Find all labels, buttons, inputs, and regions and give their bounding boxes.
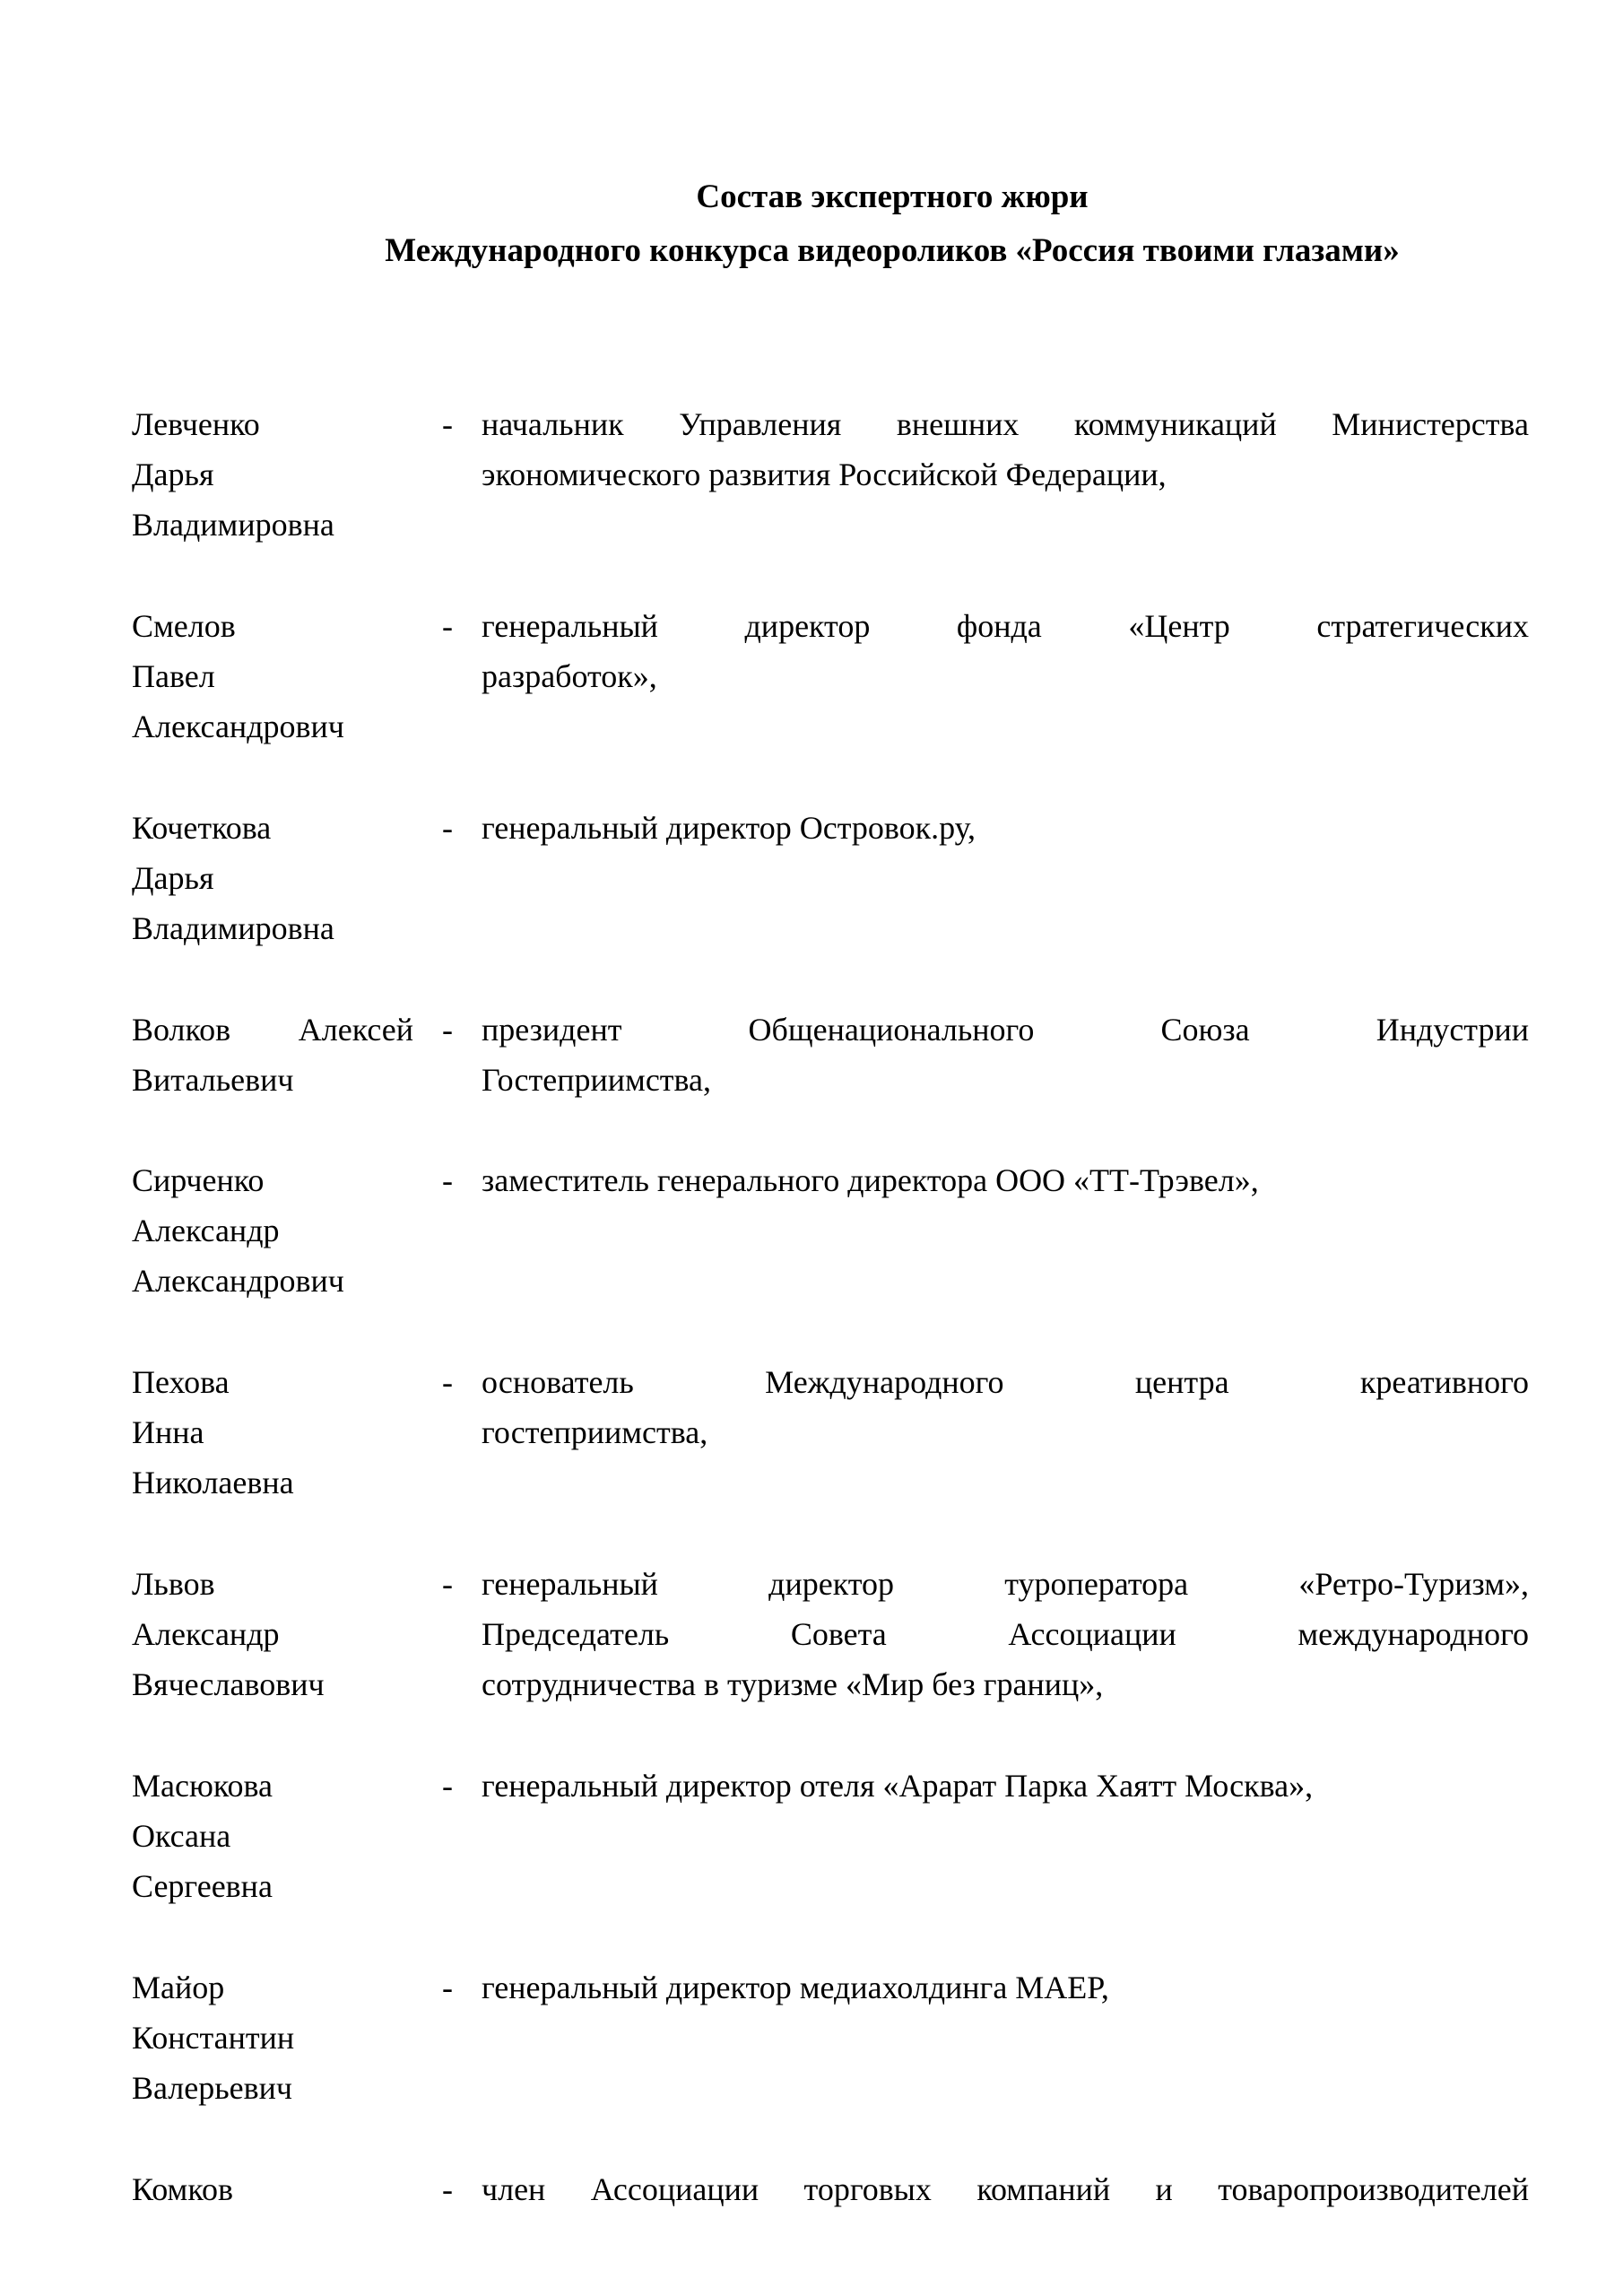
member-name-line: Майор xyxy=(132,1970,225,2005)
member-name xyxy=(132,399,419,550)
member-name-line: Александрович xyxy=(132,1263,344,1299)
member-name-line: Валерьевич xyxy=(132,2070,293,2106)
member-name-line: Кочеткова xyxy=(132,810,272,846)
member-position-line: начальник Управления внешних коммуникаций Министерства xyxy=(482,406,1529,442)
member-name-line: Николаевна xyxy=(132,1465,294,1500)
member-name-line: Александр xyxy=(132,1213,280,1248)
member-name xyxy=(132,1004,419,1105)
member-position xyxy=(482,1761,1529,1811)
member-position xyxy=(482,399,1529,500)
member-name xyxy=(132,1962,419,2113)
separator-dash: - xyxy=(442,810,453,846)
member-name-line: Дарья xyxy=(132,860,214,896)
member-name-line: Комков xyxy=(132,2171,233,2207)
member-name-line: Владимировна xyxy=(132,910,334,946)
separator-dash: - xyxy=(442,1012,453,1048)
member-position-line: гостеприимства, xyxy=(482,1414,708,1450)
member-name xyxy=(132,601,419,752)
member-name-line: Вячеславович xyxy=(132,1666,325,1702)
member-position xyxy=(482,2164,1529,2214)
member-name-line: Сергеевна xyxy=(132,1868,273,1904)
separator-dash: - xyxy=(442,2171,453,2207)
member-name-line: Александр xyxy=(132,1616,280,1652)
member-position xyxy=(482,803,1529,853)
member-name-line: Инна xyxy=(132,1414,204,1450)
separator-dash: - xyxy=(442,608,453,644)
separator-dash: - xyxy=(442,1566,453,1602)
member-name-line: Пехова xyxy=(132,1364,230,1400)
member-name-line: Павел xyxy=(132,658,215,694)
member-position-line: сотрудничества в туризме «Мир без границ», xyxy=(482,1666,1104,1702)
separator-dash: - xyxy=(442,1162,453,1198)
member-position-line: экономического развития Российской Федерации, xyxy=(482,457,1167,492)
member-name xyxy=(132,1357,419,1508)
member-name-line: Владимировна xyxy=(132,507,334,543)
member-position-line: генеральный директор Островок.ру, xyxy=(482,810,976,846)
member-position-line: Гостеприимства, xyxy=(482,1062,712,1098)
member-position-line: генеральный директор медиахолдинга МАЕР, xyxy=(482,1970,1109,2005)
member-position-line: президент Общенационального Союза Индустрии xyxy=(482,1012,1529,1048)
member-position xyxy=(482,1357,1529,1457)
member-position xyxy=(482,1559,1529,1709)
member-position xyxy=(482,1962,1529,2013)
document-title: Состав экспертного жюри xyxy=(696,178,1089,215)
member-name xyxy=(132,2164,419,2214)
member-name-line: Львов xyxy=(132,1566,215,1602)
member-name-line: Оксана xyxy=(132,1818,231,1854)
member-name-line: Александрович xyxy=(132,709,344,744)
member-position-line: Председатель Совета Ассоциации международного xyxy=(482,1616,1529,1652)
member-name xyxy=(132,803,419,953)
separator-dash: - xyxy=(442,1768,453,1804)
member-position xyxy=(482,1155,1529,1205)
member-position-line: заместитель генерального директора ООО «ТТ-Трэвел», xyxy=(482,1162,1259,1198)
member-name xyxy=(132,1761,419,1911)
separator-dash: - xyxy=(442,1970,453,2005)
member-name-line: Дарья xyxy=(132,457,214,492)
member-position-line: генеральный директор фонда «Центр стратегических xyxy=(482,608,1529,644)
member-name-line: Волков Алексей xyxy=(132,1012,413,1048)
document-subtitle: Международного конкурса видеороликов «Россия твоими глазами» xyxy=(385,232,1400,269)
member-position xyxy=(482,1004,1529,1105)
member-name xyxy=(132,1559,419,1709)
member-position-line: разработок», xyxy=(482,658,657,694)
member-name xyxy=(132,1155,419,1306)
member-position-line: основатель Международного центра креативного xyxy=(482,1364,1529,1400)
member-position xyxy=(482,601,1529,701)
separator-dash: - xyxy=(442,1364,453,1400)
member-position-line: член Ассоциации торговых компаний и товаропроизводителей xyxy=(482,2171,1529,2207)
member-name-line: Константин xyxy=(132,2020,295,2056)
member-position-line: генеральный директор туроператора «Ретро-Туризм», xyxy=(482,1566,1529,1602)
member-name-line: Сирченко xyxy=(132,1162,265,1198)
member-name-line: Витальевич xyxy=(132,1062,294,1098)
member-position-line: генеральный директор отеля «Арарат Парка Хаятт Москва», xyxy=(482,1768,1314,1804)
member-name-line: Смелов xyxy=(132,608,236,644)
separator-dash: - xyxy=(442,406,453,442)
member-name-line: Масюкова xyxy=(132,1768,273,1804)
member-name-line: Левченко xyxy=(132,406,260,442)
